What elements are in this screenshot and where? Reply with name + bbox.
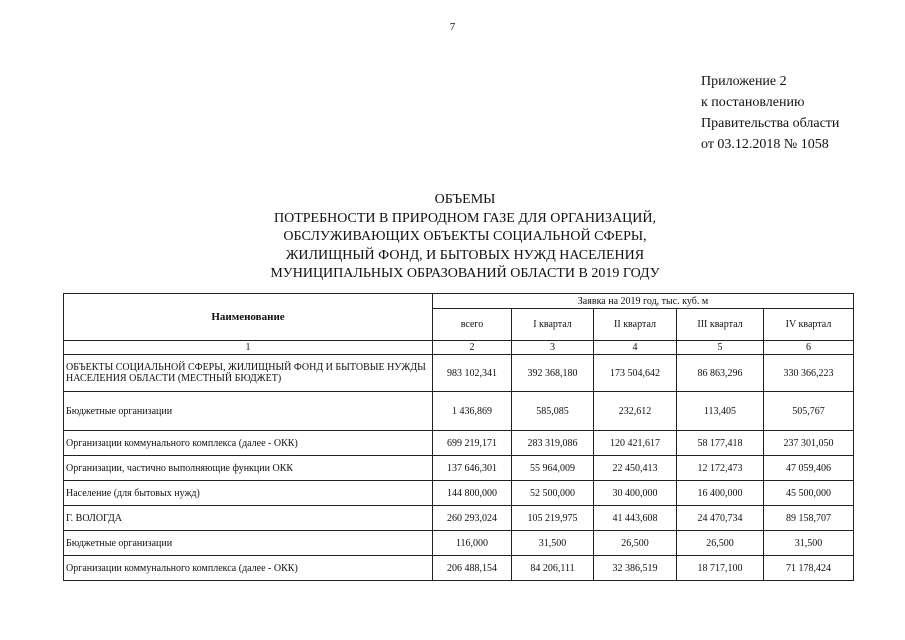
row-name: Организации, частично выполняющие функции ОКК — [64, 456, 433, 481]
row-name: Организации коммунального комплекса (далее - ОКК) — [64, 556, 433, 581]
table-row — [64, 506, 854, 531]
col-header-total: всего — [433, 309, 512, 341]
name-column-header: Наименование — [64, 294, 433, 341]
col-number: 5 — [677, 341, 764, 355]
appendix-line-1: Приложение 2 — [701, 74, 787, 89]
row-q3: 113,405 — [677, 392, 764, 431]
row-q2: 232,612 — [594, 392, 677, 431]
col-header-q2: II квартал — [594, 309, 677, 341]
row-q2: 120 421,617 — [594, 431, 677, 456]
row-q2: 22 450,413 — [594, 456, 677, 481]
table-row — [64, 392, 854, 431]
table-row — [64, 355, 854, 392]
row-q3: 58 177,418 — [677, 431, 764, 456]
title-line-3: ОБСЛУЖИВАЮЩИХ ОБЪЕКТЫ СОЦИАЛЬНОЙ СФЕРЫ, — [283, 229, 647, 244]
row-name: Бюджетные организации — [64, 392, 433, 431]
table-row — [64, 556, 854, 581]
col-number: 6 — [764, 341, 854, 355]
title-line-1: ОБЪЕМЫ — [434, 192, 496, 207]
table-row — [64, 481, 854, 506]
appendix-line-2: к постановлению — [701, 95, 805, 110]
row-q3: 24 470,734 — [677, 506, 764, 531]
row-name: Население (для бытовых нужд) — [64, 481, 433, 506]
request-group-header: Заявка на 2019 год, тыс. куб. м — [433, 294, 854, 309]
row-name: Организации коммунального комплекса (далее - ОКК) — [64, 431, 433, 456]
row-total: 983 102,341 — [433, 355, 512, 392]
title-line-2: ПОТРЕБНОСТИ В ПРИРОДНОМ ГАЗЕ ДЛЯ ОРГАНИЗАЦИЙ, — [273, 210, 656, 226]
row-q4: 71 178,424 — [764, 556, 854, 581]
page-number: 7 — [449, 21, 456, 33]
header-row-group — [64, 294, 854, 309]
row-q4: 237 301,050 — [764, 431, 854, 456]
row-q3: 86 863,296 — [677, 355, 764, 392]
row-q4: 31,500 — [764, 531, 854, 556]
row-name: ОБЪЕКТЫ СОЦИАЛЬНОЙ СФЕРЫ, ЖИЛИЩНЫЙ ФОНД И БЫТОВЫЕ НУЖДЫ НАСЕЛЕНИЯ ОБЛАСТИ (МЕСТНЫЙ БЮДЖЕТ) — [64, 355, 433, 392]
row-name: Бюджетные организации — [64, 531, 433, 556]
row-q3: 18 717,100 — [677, 556, 764, 581]
row-q1: 52 500,000 — [512, 481, 594, 506]
row-total: 699 219,171 — [433, 431, 512, 456]
row-total: 137 646,301 — [433, 456, 512, 481]
appendix-note — [701, 71, 839, 155]
col-header-q1: I квартал — [512, 309, 594, 341]
row-q1: 105 219,975 — [512, 506, 594, 531]
row-total: 144 800,000 — [433, 481, 512, 506]
appendix-line-3: Правительства области — [701, 116, 840, 131]
gas-volume-table — [63, 293, 854, 581]
col-header-q3: III квартал — [677, 309, 764, 341]
row-q4: 89 158,707 — [764, 506, 854, 531]
row-total: 116,000 — [433, 531, 512, 556]
document-title — [230, 191, 700, 284]
row-q4: 47 059,406 — [764, 456, 854, 481]
table-row — [64, 456, 854, 481]
row-q2: 30 400,000 — [594, 481, 677, 506]
row-q4: 45 500,000 — [764, 481, 854, 506]
row-q1: 392 368,180 — [512, 355, 594, 392]
col-number: 1 — [64, 341, 433, 355]
appendix-line-4: от 03.12.2018 № 1058 — [701, 137, 829, 152]
row-q3: 16 400,000 — [677, 481, 764, 506]
table-row — [64, 531, 854, 556]
row-q1: 585,085 — [512, 392, 594, 431]
col-number: 4 — [594, 341, 677, 355]
title-line-5: МУНИЦИПАЛЬНЫХ ОБРАЗОВАНИЙ ОБЛАСТИ В 2019 ГОДУ — [270, 266, 660, 281]
row-q3: 12 172,473 — [677, 456, 764, 481]
row-q2: 32 386,519 — [594, 556, 677, 581]
row-total: 260 293,024 — [433, 506, 512, 531]
row-q1: 55 964,009 — [512, 456, 594, 481]
row-q1: 31,500 — [512, 531, 594, 556]
column-number-row — [64, 341, 854, 355]
row-q3: 26,500 — [677, 531, 764, 556]
title-line-4: ЖИЛИЩНЫЙ ФОНД, И БЫТОВЫХ НУЖД НАСЕЛЕНИЯ — [285, 247, 645, 263]
row-q2: 41 443,608 — [594, 506, 677, 531]
row-q1: 283 319,086 — [512, 431, 594, 456]
table-row — [64, 431, 854, 456]
col-header-q4: IV квартал — [764, 309, 854, 341]
row-total: 206 488,154 — [433, 556, 512, 581]
row-q2: 26,500 — [594, 531, 677, 556]
row-q4: 505,767 — [764, 392, 854, 431]
row-q2: 173 504,642 — [594, 355, 677, 392]
row-q4: 330 366,223 — [764, 355, 854, 392]
col-number: 3 — [512, 341, 594, 355]
row-q1: 84 206,111 — [512, 556, 594, 581]
row-total: 1 436,869 — [433, 392, 512, 431]
col-number: 2 — [433, 341, 512, 355]
row-name: Г. ВОЛОГДА — [64, 506, 433, 531]
